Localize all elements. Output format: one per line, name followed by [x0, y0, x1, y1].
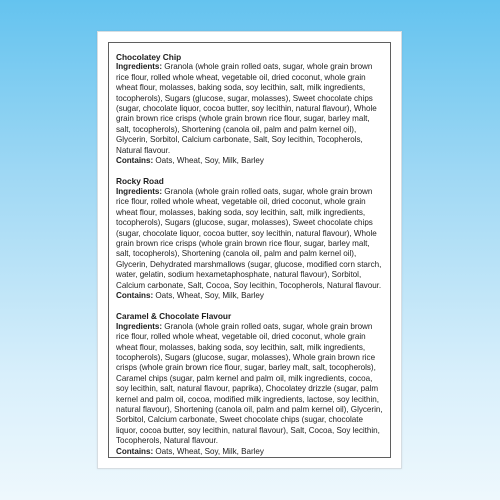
contains-text: Oats, Wheat, Soy, Milk, Barley — [153, 290, 264, 300]
section-chocolatey-chip — [116, 52, 386, 166]
section-title: Chocolatey Chip — [116, 52, 182, 62]
contains-label: Contains: — [116, 290, 154, 300]
ingredients-content — [116, 52, 386, 467]
ingredients-label: Ingredients: — [116, 186, 163, 196]
contains-label: Contains: — [116, 446, 154, 456]
ingredients-label: Ingredients: — [116, 321, 163, 331]
contains-text: Oats, Wheat, Soy, Milk, Barley — [153, 446, 264, 456]
ingredients-label: Ingredients: — [116, 62, 163, 72]
contains-paragraph — [116, 156, 386, 166]
ingredients-label-card — [97, 31, 402, 469]
ingredients-text: Granola (whole grain rolled oats, sugar, whole grain brown rice flour, rolled whole wheat, vegetable oil, dried coconut, whole grain wheat flour, molasses, baking soda, soy lecithin, salt, milk ingredients, tocopherols), Sugars (glucose, sugar, molasses), Whole grain brown rice crisps (whole grain brown rice flour, sugar, barley malt, salt, tocopherols), Caramel chips (sugar, palm kernel and palm oil, milk ingredients, cocoa, soy lecithin, salt, natural flavour, paprika), Chocolatey drizzle (sugar, palm kernel and palm oil, cocoa, modified milk ingredients, lactose, soy lecithin, natural flavour), Shortening (canola oil, palm and palm kernel oil), Glycerin, Sorbitol, Calcium carbonate, Sweet chocolate chips (sugar, chocolate liquor, cocoa butter, soy lecithin, natural flavour), Salt, Cocoa, Soy lecithin, Tocopherols, Natural flavour. — [116, 321, 383, 446]
section-rocky-road — [116, 176, 386, 301]
ingredients-paragraph — [116, 62, 386, 156]
ingredients-text: Granola (whole grain rolled oats, sugar, whole grain brown rice flour, rolled whole wheat, vegetable oil, dried coconut, whole grain wheat flour, molasses, baking soda, soy lecithin, salt, milk ingredients, tocopherols), Sugars (glucose, sugar, molasses), Sweet chocolate chips (sugar, chocolate liquor, cocoa butter, soy lecithin, natural flavour), Whole grain brown rice crisps (whole grain brown rice flour, sugar, barley malt, salt, tocopherols), Shortening (canola oil, palm and palm kernel oil), Glycerin, Sorbitol, Calcium carbonate, Salt, Soy lecithin, Tocopherols, Natural flavour. — [116, 62, 377, 155]
section-title: Rocky Road — [116, 176, 164, 187]
contains-text: Oats, Wheat, Soy, Milk, Barley — [153, 156, 264, 166]
ingredients-paragraph — [116, 187, 386, 291]
section-title: Caramel & Chocolate Flavour — [116, 311, 232, 322]
section-caramel-chocolate — [116, 311, 386, 457]
ingredients-paragraph — [116, 322, 386, 447]
ingredients-text: Granola (whole grain rolled oats, sugar, whole grain brown rice flour, rolled whole wheat, vegetable oil, dried coconut, whole grain wheat flour, molasses, baking soda, soy lecithin, salt, milk ingredients, tocopherols), Sugars (glucose, sugar, molasses), Sweet chocolate chips (sugar, chocolate liquor, cocoa butter, soy lecithin, natural flavour), Whole grain brown rice crisps (whole grain brown rice flour, sugar, barley malt, salt, tocopherols), Shortening (canola oil, palm and palm kernel oil), Glycerin, Dehydrated marshmallows (sugar, glucose, modified corn starch, water, gelatin, sodium hexametaphosphate, natural flavour), Sorbitol, Calcium carbonate, Salt, Cocoa, Soy lecithin, Tocopherols, Natural flavour. — [116, 186, 382, 290]
contains-paragraph — [116, 447, 386, 457]
contains-paragraph — [116, 291, 386, 301]
contains-label: Contains: — [116, 156, 154, 166]
